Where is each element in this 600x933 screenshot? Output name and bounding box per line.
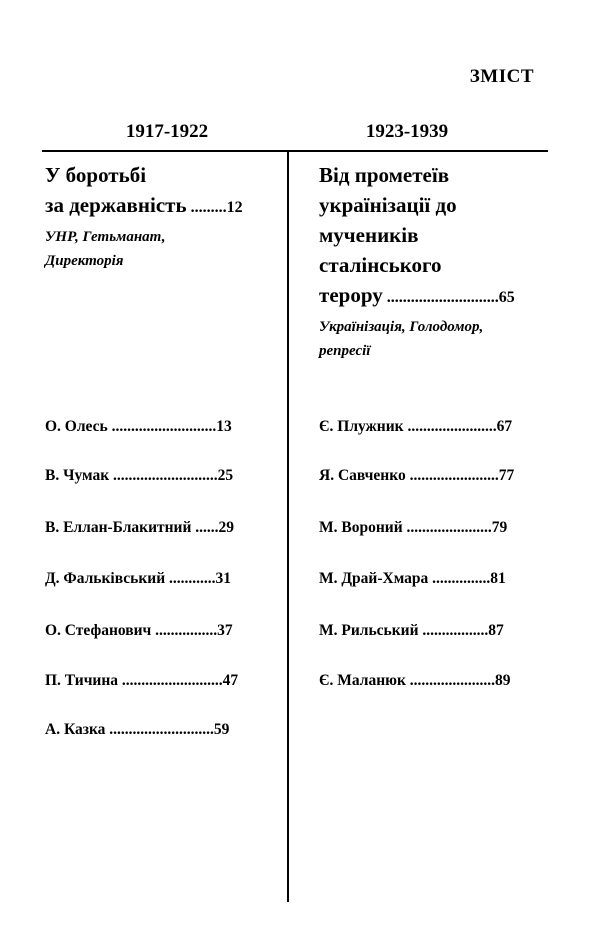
page-number: 65	[498, 289, 515, 306]
section-title-line: мучеників	[319, 223, 419, 247]
section-title-line: Від прометеїв	[319, 163, 450, 187]
toc-entry[interactable]: О. Олесь ...........................13	[45, 418, 232, 435]
section-title-left[interactable]	[45, 160, 273, 223]
subtitle-line: Українізація, Голодомор,	[319, 319, 484, 335]
section-right	[319, 160, 547, 363]
toc-entry[interactable]: Я. Савченко .......................77	[319, 467, 515, 484]
toc-entry[interactable]: П. Тичина ..........................47	[45, 672, 239, 689]
section-subtitle-right	[319, 315, 547, 363]
subtitle-line: репресії	[319, 343, 371, 359]
section-title-line: терору	[319, 283, 383, 307]
page-title: ЗМІСТ	[469, 66, 534, 87]
section-title-right[interactable]	[319, 160, 547, 313]
section-subtitle-left	[45, 225, 273, 273]
toc-entry[interactable]: Є. Плужник .......................67	[319, 418, 513, 435]
toc-entry[interactable]: А. Казка ...........................59	[45, 721, 230, 738]
toc-entry[interactable]: Д. Фальківський ............31	[45, 570, 232, 587]
toc-entry[interactable]: В. Еллан-Блакитний ......29	[45, 519, 235, 536]
toc-entry[interactable]: О. Стефанович ................37	[45, 622, 233, 639]
toc-entry[interactable]: М. Рильський .................87	[319, 622, 504, 639]
header-divider	[42, 150, 548, 152]
toc-entry[interactable]: М. Вороний ......................79	[319, 519, 508, 536]
section-title-line: українізації до	[319, 193, 457, 217]
subtitle-line: УНР, Гетьманат,	[45, 229, 166, 245]
column-title-1917-1922: 1917-1922	[125, 121, 209, 142]
subtitle-line: Директорія	[45, 253, 124, 269]
leader-dots: .........	[186, 199, 227, 216]
page-number: 12	[226, 199, 243, 216]
section-left	[45, 160, 273, 273]
section-title-line: сталінського	[319, 253, 442, 277]
toc-entry[interactable]: М. Драй-Хмара ...............81	[319, 570, 506, 587]
toc-entry[interactable]: Є. Маланюк ......................89	[319, 672, 511, 689]
column-divider	[287, 150, 289, 902]
section-title-line: У боротьбі	[45, 163, 147, 187]
toc-entry[interactable]: В. Чумак ...........................25	[45, 467, 234, 484]
leader-dots: ............................	[382, 289, 499, 306]
section-title-line: за державність	[45, 193, 187, 217]
column-title-1923-1939: 1923-1939	[365, 121, 449, 142]
